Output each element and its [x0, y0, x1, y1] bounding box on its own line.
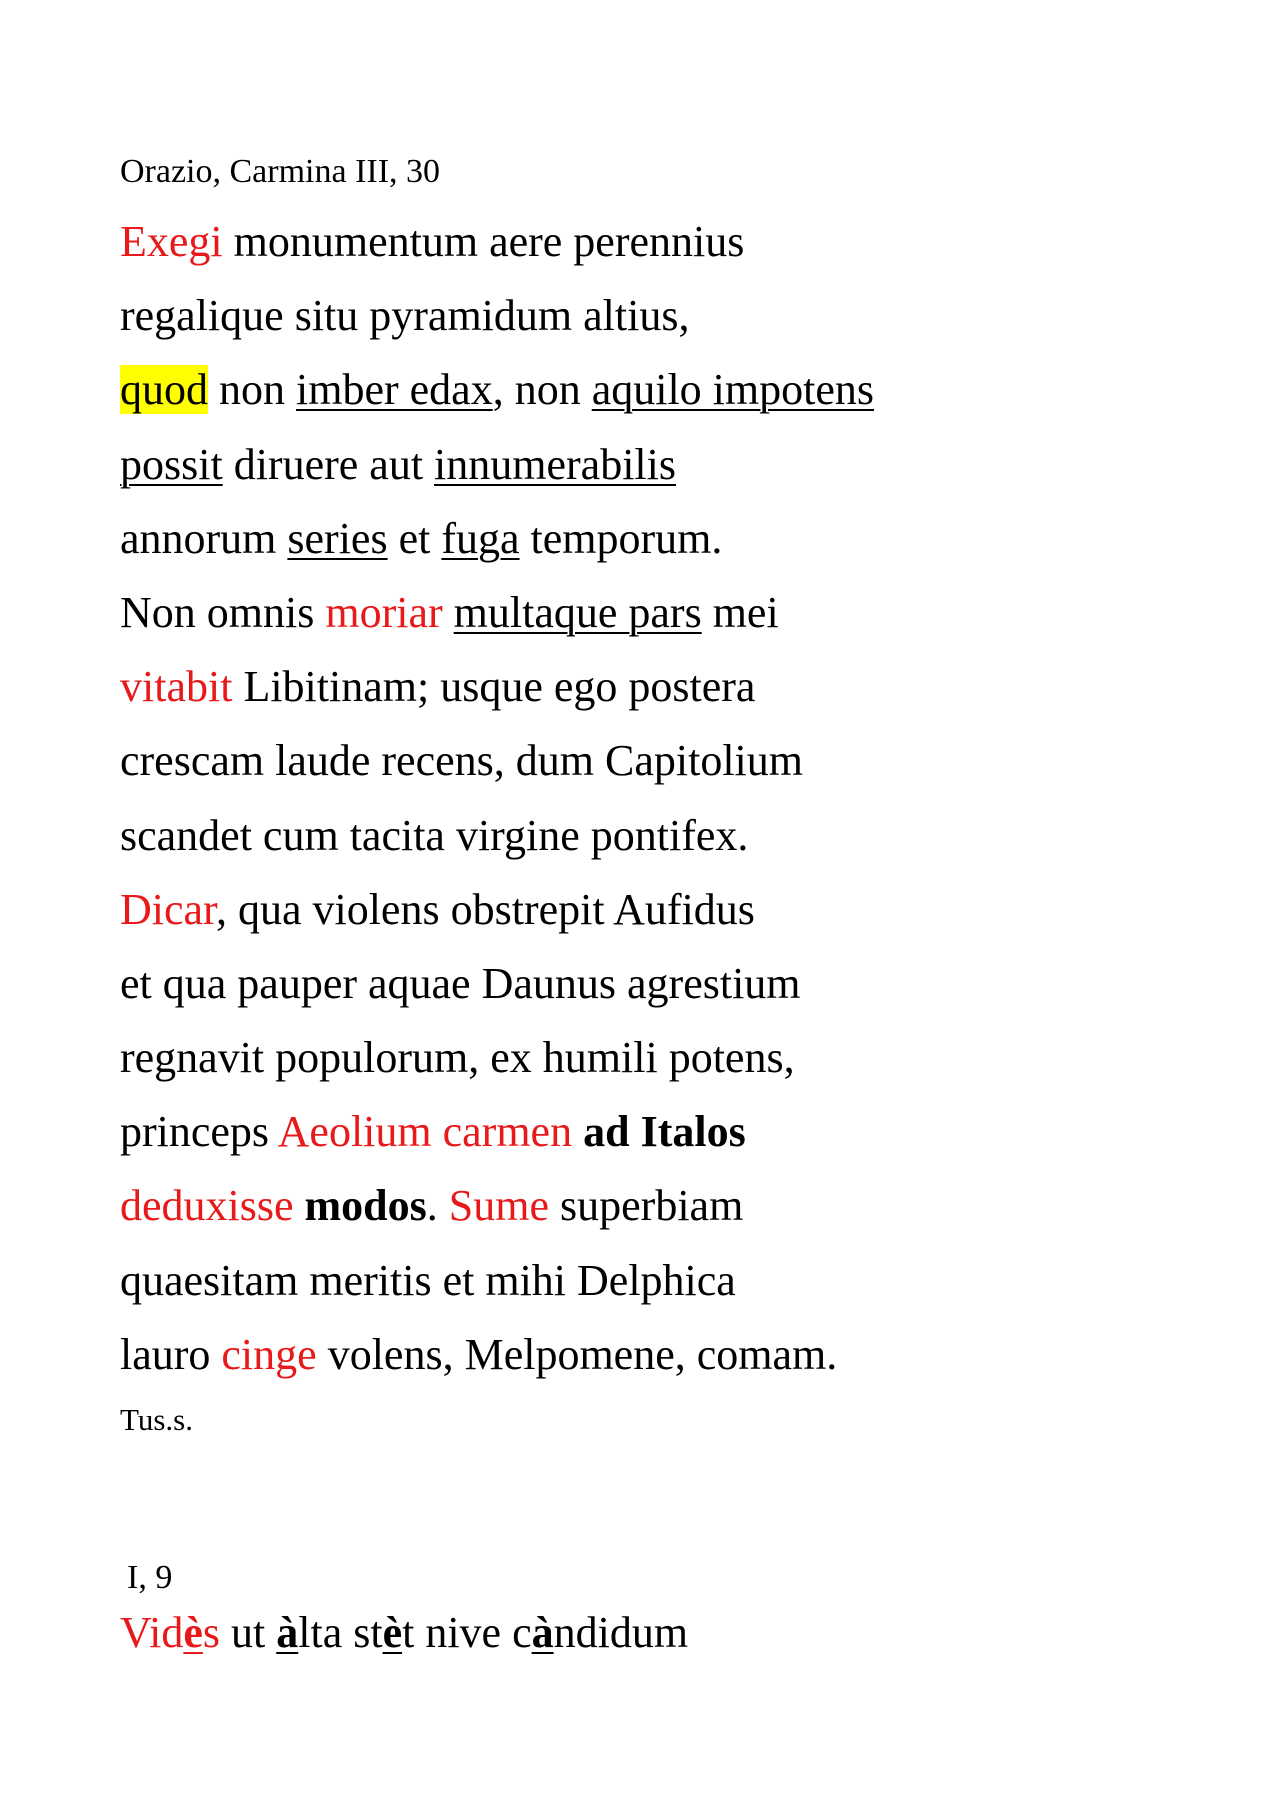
- poem-heading-2: I, 9: [127, 1559, 173, 1596]
- verse-segment: Sume: [448, 1181, 550, 1231]
- verse-segment: moriar: [325, 587, 443, 637]
- verse-line: [120, 576, 874, 650]
- verse-segment: lta st: [298, 1608, 383, 1657]
- verse-line: [120, 724, 874, 798]
- verse-segment: regalique situ pyramidum altius,: [120, 291, 690, 341]
- poem-heading: Orazio, Carmina III, 30: [120, 153, 441, 190]
- verse-segment: vitabit: [120, 662, 233, 712]
- verse-segment: Exegi: [120, 217, 223, 266]
- verse-segment: multaque pars: [453, 587, 702, 637]
- verse-segment: .: [426, 1181, 449, 1231]
- verse-segment: s: [202, 1608, 221, 1657]
- verse-segment: ut: [220, 1608, 277, 1657]
- verse-line: [120, 1244, 874, 1318]
- verse-line: [120, 205, 874, 279]
- verse-segment: temporum.: [519, 513, 723, 563]
- verse-segment: mei: [701, 587, 779, 637]
- verse-line: [120, 279, 874, 353]
- verse-segment: annorum: [120, 513, 288, 563]
- verse-segment: ad Italos: [583, 1107, 746, 1157]
- poem-carmina-i-9: [120, 1596, 688, 1670]
- verse-segment: [443, 588, 454, 637]
- verse-segment: volens, Melpomene, comam.: [316, 1329, 838, 1379]
- verse-line: [120, 353, 874, 427]
- verse-segment: , non: [492, 365, 592, 415]
- verse-segment: ndidum: [553, 1608, 689, 1657]
- verse-segment: monumentum aere perennius: [222, 217, 745, 266]
- signature: Tus.s.: [120, 1402, 193, 1437]
- verse-segment: à: [276, 1608, 299, 1657]
- verse-segment: è: [382, 1608, 403, 1657]
- verse-segment: non: [208, 365, 296, 415]
- verse-segment: lauro: [120, 1329, 222, 1379]
- verse-segment: [294, 1181, 305, 1230]
- verse-segment: t nive c: [402, 1608, 532, 1657]
- verse-segment: cinge: [221, 1329, 317, 1379]
- verse-segment: deduxisse: [120, 1181, 294, 1231]
- verse-line: [120, 1021, 874, 1095]
- verse-line: [120, 799, 874, 873]
- verse-segment: quod: [120, 365, 208, 415]
- verse-segment: innumerabilis: [434, 439, 677, 489]
- verse-line: [120, 1169, 874, 1243]
- verse-segment: princeps: [120, 1107, 278, 1157]
- verse-segment: modos: [304, 1181, 427, 1231]
- verse-segment: series: [287, 513, 388, 563]
- verse-segment: fuga: [441, 513, 520, 563]
- verse-segment: Aeolium carmen: [277, 1107, 573, 1157]
- verse-segment: possit: [120, 439, 223, 489]
- poem-carmina-iii-30: [120, 205, 874, 1392]
- verse-segment: , qua violens obstrepit Aufidus: [215, 884, 755, 934]
- verse-segment: Vid: [120, 1608, 184, 1657]
- verse-segment: è: [183, 1608, 203, 1657]
- verse-segment: imber edax: [296, 365, 493, 415]
- verse-segment: Non omnis: [120, 587, 326, 637]
- verse-line: [120, 947, 874, 1021]
- verse-line: [120, 873, 874, 947]
- verse-segment: Dicar: [120, 884, 216, 934]
- verse-segment: et qua pauper aquae Daunus agrestium: [120, 958, 801, 1008]
- verse-segment: à: [531, 1608, 554, 1657]
- verse-segment: aquilo impotens: [591, 365, 875, 415]
- verse-line: [120, 1596, 688, 1670]
- verse-segment: superbiam: [549, 1181, 744, 1231]
- verse-segment: crescam laude recens, dum Capitolium: [120, 736, 803, 786]
- verse-segment: et: [387, 513, 442, 563]
- verse-segment: [572, 1107, 583, 1156]
- verse-line: [120, 428, 874, 502]
- verse-line: [120, 1318, 874, 1392]
- verse-segment: Libitinam; usque ego postera: [232, 662, 756, 712]
- verse-line: [120, 1095, 874, 1169]
- verse-segment: quaesitam meritis et mihi Delphica: [120, 1255, 736, 1305]
- verse-segment: regnavit populorum, ex humili potens,: [120, 1033, 795, 1083]
- verse-line: [120, 650, 874, 724]
- verse-segment: scandet cum tacita virgine pontifex.: [120, 810, 749, 860]
- verse-segment: diruere aut: [222, 439, 435, 489]
- verse-line: [120, 502, 874, 576]
